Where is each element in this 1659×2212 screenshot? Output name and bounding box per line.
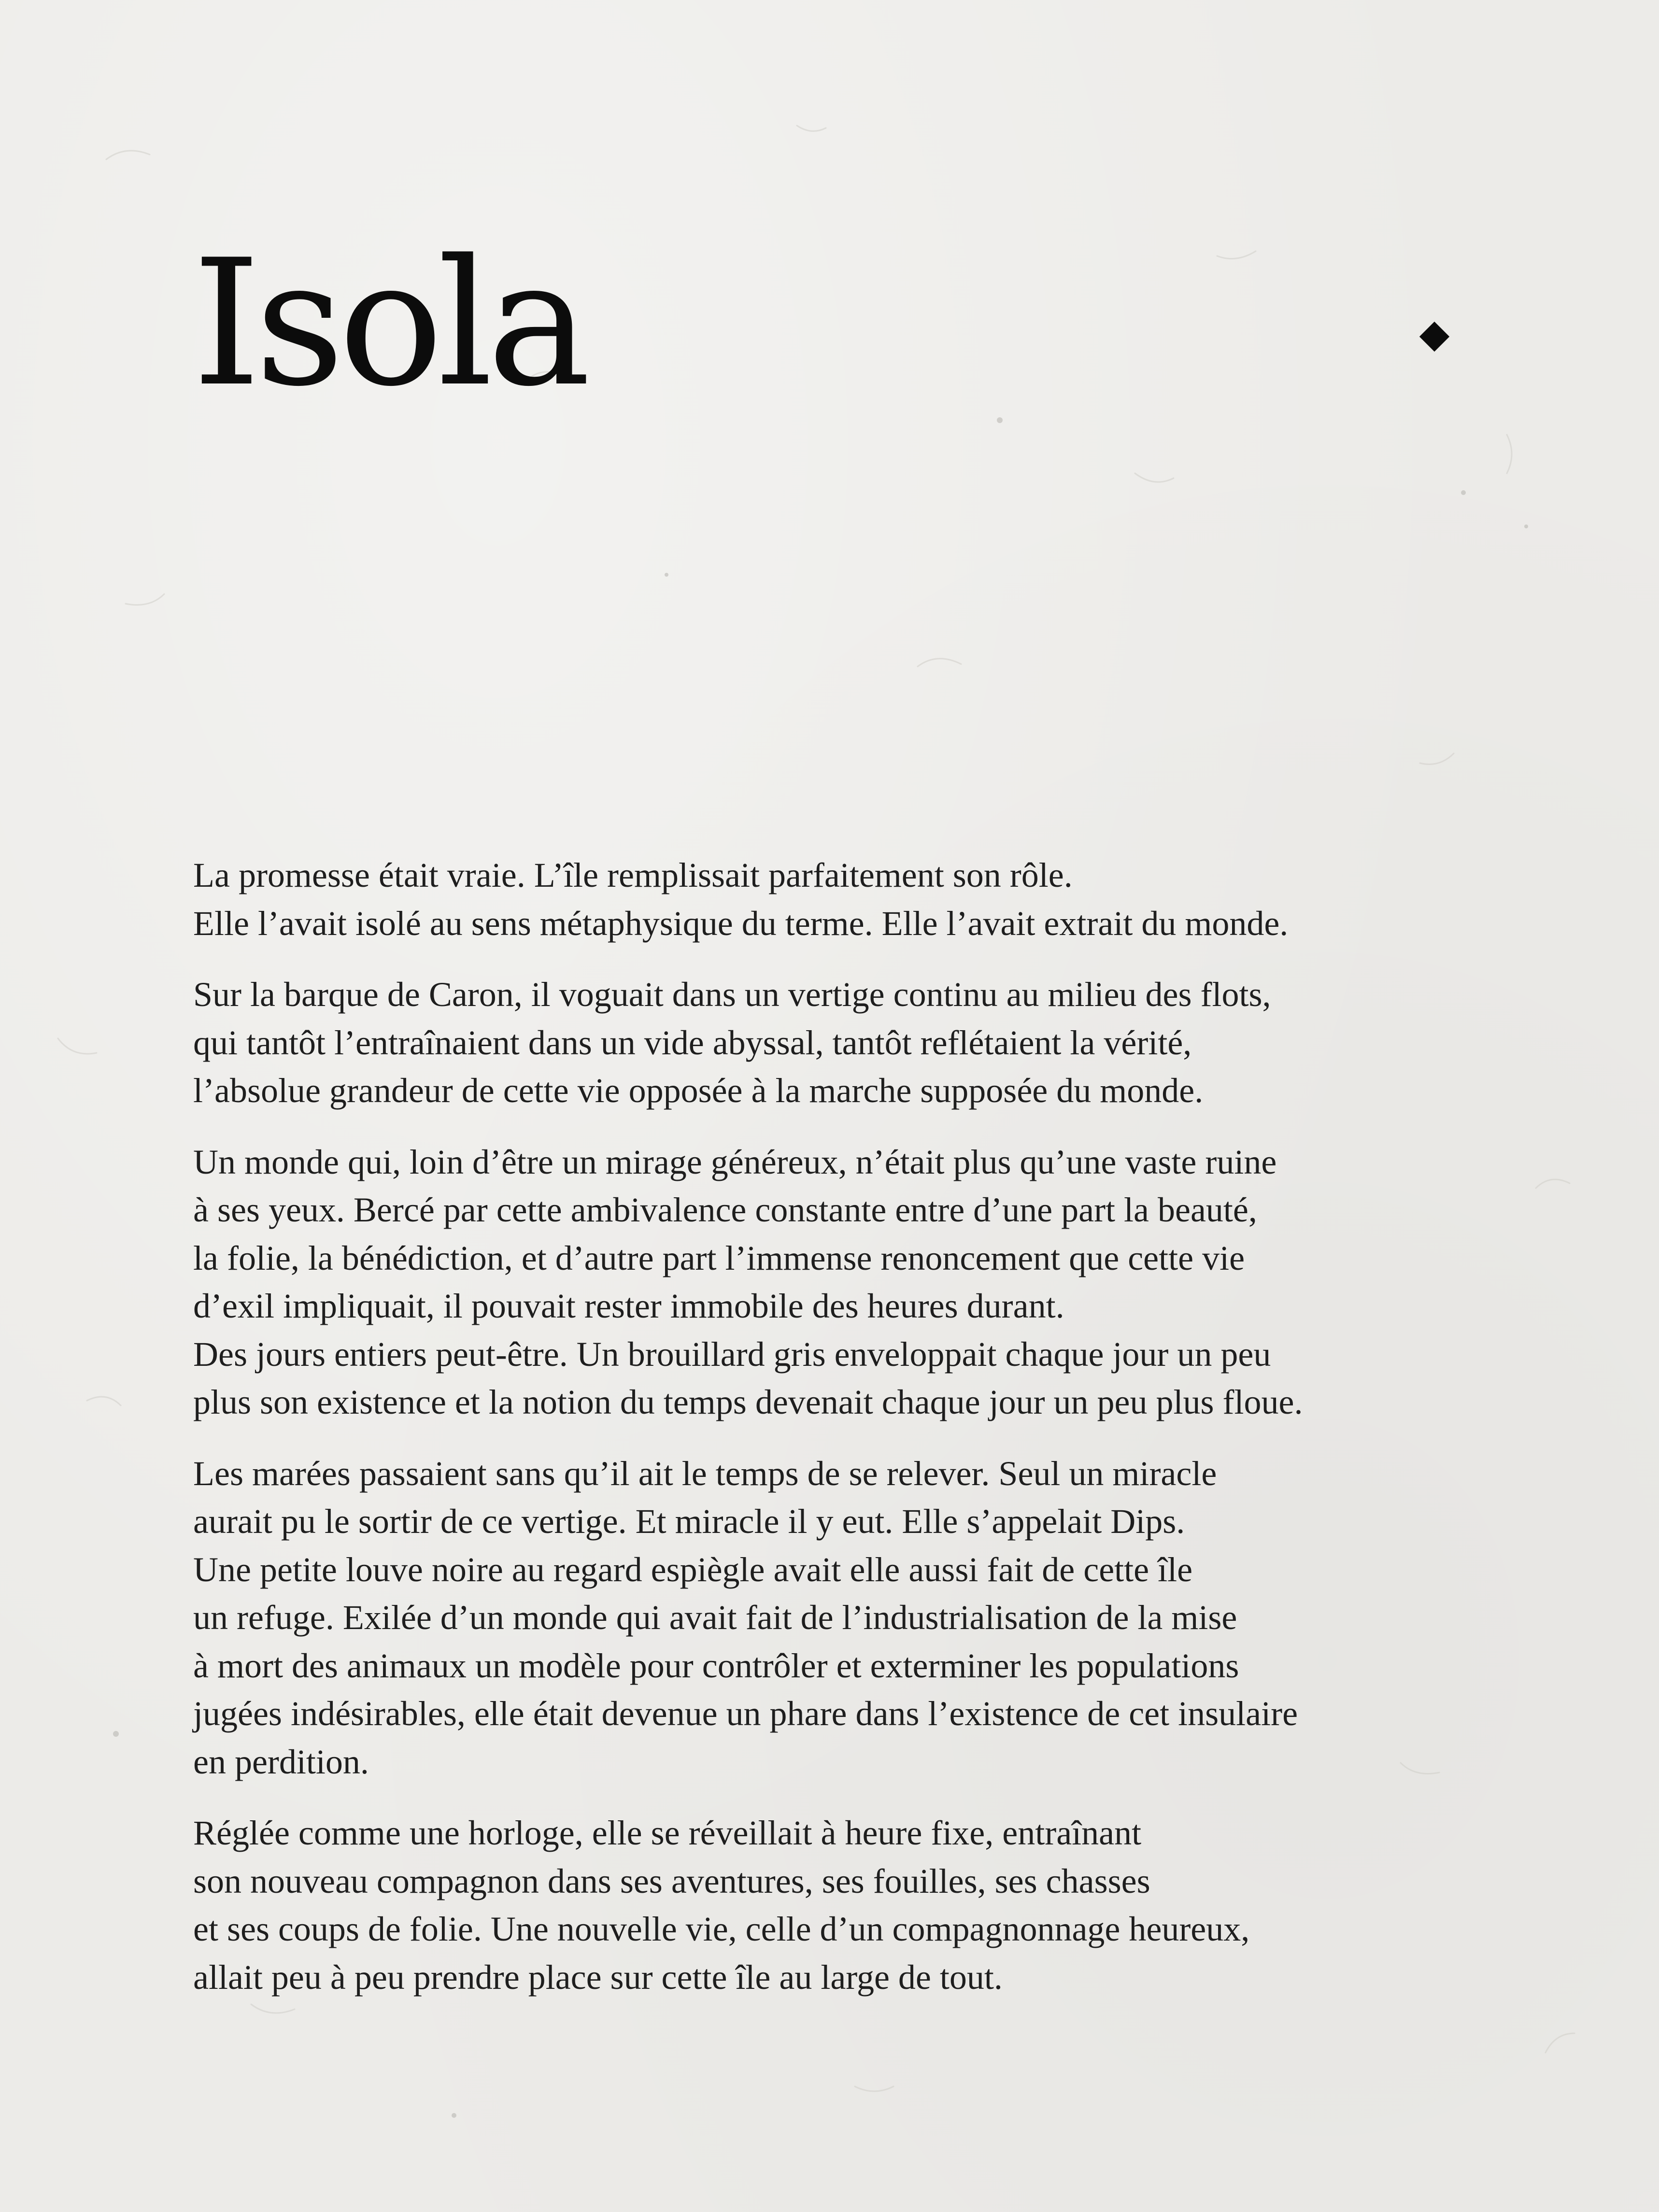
paragraph	[193, 1138, 1497, 1427]
text-line: plus son existence et la notion du temps devenait chaque jour un peu plus floue.	[193, 1383, 1303, 1421]
text-line: la folie, la bénédiction, et d’autre part l’immense renoncement que cette vie	[193, 1238, 1245, 1277]
paragraph	[193, 851, 1497, 948]
text-line: à ses yeux. Bercé par cette ambivalence constante entre d’une part la beauté,	[193, 1191, 1257, 1229]
text-line: Réglée comme une horloge, elle se réveillait à heure fixe, entraînant	[193, 1814, 1142, 1852]
text-line: Sur la barque de Caron, il voguait dans un vertige continu au milieu des flots,	[193, 975, 1271, 1014]
text-line: et ses coups de folie. Une nouvelle vie, celle d’un compagnonnage heureux,	[193, 1910, 1250, 1948]
text-line: La promesse était vraie. L’île remplissait parfaitement son rôle.	[193, 856, 1073, 894]
page-title: Isola	[192, 222, 585, 425]
paragraph	[193, 1809, 1497, 2001]
text-line: Les marées passaient sans qu’il ait le temps de se relever. Seul un miracle	[193, 1454, 1217, 1493]
paragraph	[193, 1450, 1497, 1787]
text-line: Un monde qui, loin d’être un mirage généreux, n’était plus qu’une vaste ruine	[193, 1142, 1277, 1181]
text-line: d’exil impliquait, il pouvait rester immobile des heures durant.	[193, 1287, 1064, 1325]
text-line: à mort des animaux un modèle pour contrôler et exterminer les populations	[193, 1646, 1239, 1685]
text-line: qui tantôt l’entraînaient dans un vide abyssal, tantôt reflétaient la vérité,	[193, 1023, 1192, 1062]
text-line: l’absolue grandeur de cette vie opposée à la marche supposée du monde.	[193, 1071, 1204, 1110]
text-line: Elle l’avait isolé au sens métaphysique du terme. Elle l’avait extrait du monde.	[193, 904, 1289, 943]
text-line: en perdition.	[193, 1742, 369, 1781]
diamond-icon	[1419, 322, 1449, 352]
text-line: Des jours entiers peut-être. Un brouillard gris enveloppait chaque jour un peu	[193, 1334, 1271, 1374]
text-line: son nouveau compagnon dans ses aventures, ses fouilles, ses chasses	[193, 1861, 1150, 1900]
text-line: un refuge. Exilée d’un monde qui avait fait de l’industrialisation de la mise	[193, 1598, 1237, 1637]
text-line: Une petite louve noire au regard espiègle avait elle aussi fait de cette île	[193, 1550, 1193, 1589]
paragraph	[193, 971, 1497, 1115]
body-text	[193, 851, 1497, 2025]
text-line: allait peu à peu prendre place sur cette île au large de tout.	[193, 1957, 1003, 1997]
text-line: jugées indésirables, elle était devenue un phare dans l’existence de cet insulaire	[193, 1694, 1298, 1733]
text-line: aurait pu le sortir de ce vertige. Et miracle il y eut. Elle s’appelait Dips.	[193, 1502, 1185, 1541]
